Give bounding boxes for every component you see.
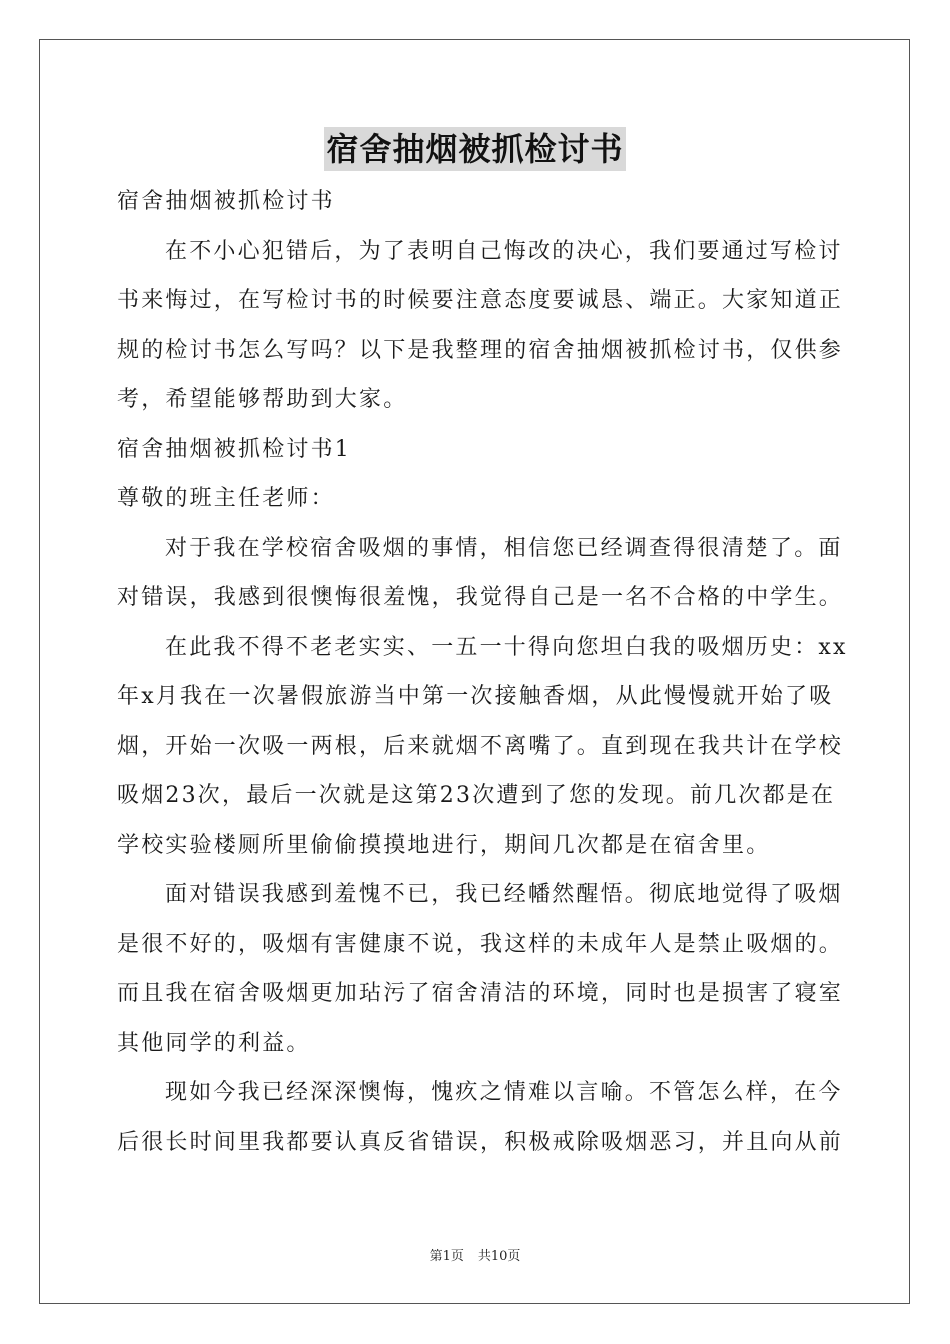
paragraph-line: 书来悔过，在写检讨书的时候要注意态度要诚恳、端正。大家知道正 — [117, 288, 844, 313]
paragraph-line: 是很不好的，吸烟有害健康不说，我这样的未成年人是禁止吸烟的。 — [117, 931, 844, 957]
paragraph-line: 对错误，我感到很懊悔很羞愧，我觉得自己是一名不合格的中学生。 — [117, 585, 844, 610]
paragraph-line: 学校实验楼厕所里偷偷摸摸地进行，期间几次都是在宿舍里。 — [117, 832, 771, 858]
paragraph-line: 烟，开始一次吸一两根，后来就烟不离嘴了。直到现在我共计在学校 — [117, 733, 844, 759]
paragraph-line: 吸烟23次，最后一次就是这第23次遭到了您的发现。前几次都是在 — [117, 783, 836, 808]
paragraph-line: 而且我在宿舍吸烟更加玷污了宿舍清洁的环境，同时也是损害了寝室 — [117, 981, 844, 1006]
paragraph-line: 其他同学的利益。 — [117, 1030, 311, 1056]
paragraph-line: 年x月我在一次暑假旅游当中第一次接触香烟，从此慢慢就开始了吸 — [117, 684, 834, 709]
paragraph-line: 面对错误我感到羞愧不已，我已经幡然醒悟。彻底地觉得了吸烟 — [165, 882, 843, 907]
page-number: 第1页 — [429, 1249, 464, 1264]
paragraph-line: 在此我不得不老老实实、一五一十得向您坦白我的吸烟历史：xx — [165, 634, 848, 660]
paragraph-line: 规的检讨书怎么写吗？以下是我整理的宿舍抽烟被抓检讨书，仅供参 — [117, 337, 844, 363]
section-heading: 宿舍抽烟被抓检讨书1 — [117, 436, 351, 462]
paragraph-line: 后很长时间里我都要认真反省错误，积极戒除吸烟恶习，并且向从前 — [117, 1129, 844, 1155]
document-title: 宿舍抽烟被抓检讨书 — [324, 127, 625, 171]
subtitle-line: 宿舍抽烟被抓检讨书 — [117, 189, 335, 214]
paragraph-line: 考，希望能够帮助到大家。 — [117, 387, 408, 412]
page-total: 共10页 — [477, 1249, 521, 1264]
paragraph-line: 现如今我已经深深懊悔，愧疚之情难以言喻。不管怎么样，在今 — [165, 1080, 843, 1105]
document-body — [117, 177, 848, 1167]
title-container — [0, 127, 950, 171]
salutation: 尊敬的班主任老师： — [117, 486, 335, 511]
paragraph-line: 对于我在学校宿舍吸烟的事情，相信您已经调查得很清楚了。面 — [165, 535, 843, 561]
paragraph-line: 在不小心犯错后，为了表明自己悔改的决心，我们要通过写检讨 — [165, 238, 843, 264]
page-footer — [0, 1245, 950, 1264]
